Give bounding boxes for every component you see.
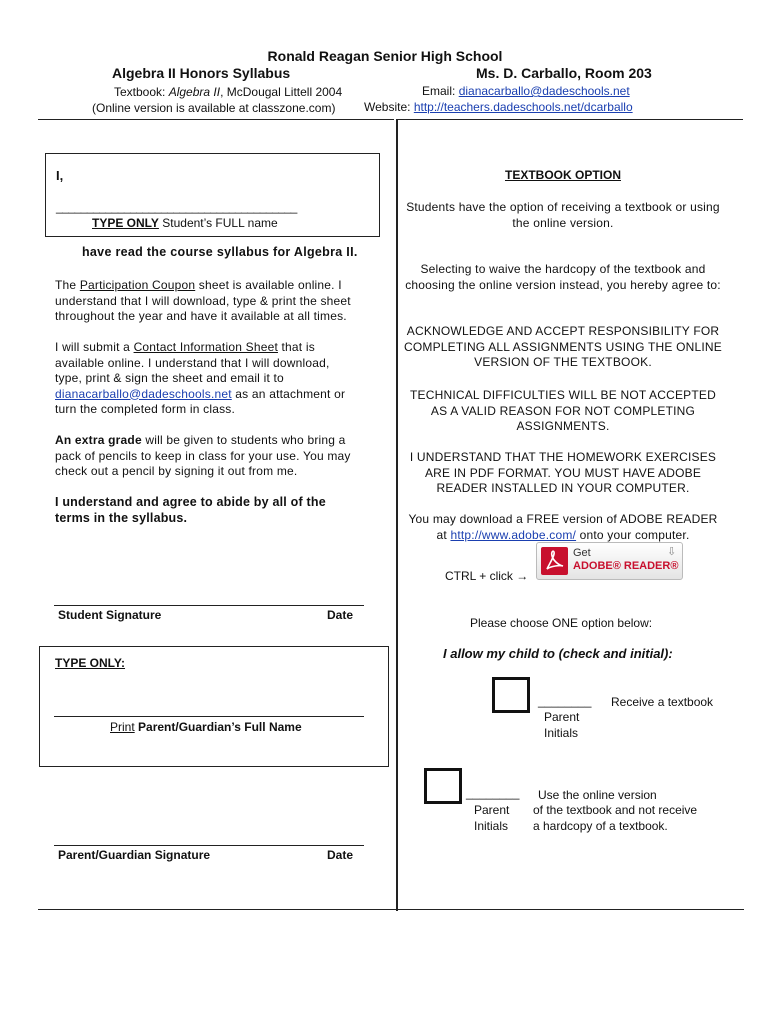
download-pre: You may download a FREE version of ADOBE READER at <box>408 512 718 542</box>
print-word: Print <box>110 720 135 734</box>
textbook-title: Algebra II <box>168 85 221 99</box>
type-only-parent: TYPE ONLY: <box>55 656 126 670</box>
get-adobe-reader-button[interactable] <box>536 542 683 580</box>
receive-initials-blank[interactable]: ________ <box>538 694 592 708</box>
header-rule-left <box>38 119 394 120</box>
online-initials-label: Initials <box>474 819 509 833</box>
technical-paragraph: TECHNICAL DIFFICULTIES WILL BE NOT ACCEPTED AS A VALID REASON FOR NOT COMPLETING ASSIGNMENTS. <box>410 388 716 433</box>
coupon-pre: The <box>55 278 80 292</box>
adobe-logo-icon <box>541 547 568 575</box>
contact-sheet-link[interactable]: Contact Information Sheet <box>133 340 278 354</box>
adobe-get-text: Get <box>573 547 591 559</box>
contact-email-link[interactable]: dianacarballo@dadeschools.net <box>55 386 232 401</box>
teacher-name: Ms. D. Carballo, Room 203 <box>476 65 652 81</box>
contact-post: as an attachment or turn the completed form in class. <box>55 386 346 416</box>
ctrl-click-hint: CTRL + click → <box>445 569 529 583</box>
participation-paragraph <box>55 278 367 325</box>
contact-pre: I will submit a <box>55 340 134 354</box>
website-label: Website: <box>364 100 414 114</box>
textbook-option-title: TEXTBOOK OPTION <box>504 168 621 182</box>
online-note: (Online version is available at classzone.com) <box>92 101 336 115</box>
parent-name-label <box>110 720 302 734</box>
online-text-line2: of the textbook and not receive <box>533 803 698 817</box>
school-name: Ronald Reagan Senior High School <box>267 48 503 64</box>
extra-grade-paragraph <box>55 433 365 480</box>
have-read-statement: have read the course syllabus for Algebra II. <box>82 245 358 259</box>
receive-parent-label: Parent <box>544 710 580 724</box>
agree-statement: I understand and agree to abide by all of the terms in the syllabus. <box>55 495 326 525</box>
student-signature-label: Student Signature <box>58 608 162 622</box>
bottom-rule <box>38 909 744 910</box>
participation-coupon-link[interactable]: Participation Coupon <box>79 278 196 292</box>
full-name-hint: Student’s FULL name <box>158 216 278 230</box>
textbook-prefix: Textbook: <box>114 85 169 99</box>
email-line <box>422 84 630 98</box>
allow-child-label: I allow my child to (check and initial): <box>443 646 673 661</box>
receive-textbook-text: Receive a textbook <box>611 695 714 709</box>
extra-grade-bold: An extra grade <box>55 433 142 447</box>
parent-name-line[interactable] <box>54 716 364 717</box>
extra-grade-rest: will be given to students who bring a pack of pencils to keep in class for your use. You may check out a pencil by signing it out from me. <box>55 433 351 478</box>
adobe-reader-text: ADOBE® READER® <box>573 560 679 572</box>
full-name-label <box>92 216 278 230</box>
textbook-line <box>114 85 342 99</box>
column-divider <box>396 119 398 911</box>
email-label: Email: <box>422 84 459 98</box>
coupon-post: sheet is available online. I understand that I will download, type & print the sheet throughout the year and have it available at all times. <box>55 278 351 323</box>
pdf-paragraph: I UNDERSTAND THAT THE HOMEWORK EXERCISES ARE IN PDF FORMAT. YOU MUST HAVE ADOBE READER INSTALLED IN YOUR COMPUTER. <box>409 450 717 495</box>
receive-textbook-checkbox[interactable] <box>492 677 530 713</box>
student-date-label: Date <box>327 608 354 622</box>
download-paragraph <box>404 512 722 543</box>
student-name-blank[interactable]: _______________________________________ <box>56 200 297 214</box>
adobe-link[interactable]: http://www.adobe.com/ <box>450 527 577 542</box>
parent-signature-label: Parent/Guardian Signature <box>58 848 211 862</box>
option-intro: Students have the option of receiving a textbook or using the online version. <box>406 200 720 230</box>
choose-option-label: Please choose ONE option below: <box>470 616 653 630</box>
email-link[interactable]: dianacarballo@dadeschools.net <box>458 84 630 98</box>
website-line <box>364 100 633 114</box>
website-link[interactable]: http://teachers.dadeschools.net/dcarballo <box>413 100 633 114</box>
textbook-suffix: , McDougal Littell 2004 <box>220 85 343 99</box>
type-only-label: TYPE ONLY <box>92 216 159 230</box>
online-parent-label: Parent <box>474 803 510 817</box>
acknowledge-paragraph: ACKNOWLEDGE AND ACCEPT RESPONSIBILITY FOR COMPLETING ALL ASSIGNMENTS USING THE ONLINE VERSION OF THE TEXTBOOK. <box>404 324 723 369</box>
online-initials-blank[interactable]: ________ <box>466 786 520 800</box>
parent-signature-line[interactable] <box>54 845 364 846</box>
parent-date-label: Date <box>327 848 354 862</box>
download-post: onto your computer. <box>576 527 690 542</box>
parent-full-name-text: Parent/Guardian’s Full Name <box>134 720 302 734</box>
contact-mid: that is available online. I understand that I will download, type, print & sign the sheet and email it to <box>55 340 330 385</box>
header-rule-right <box>398 119 743 120</box>
waive-paragraph: Selecting to waive the hardcopy of the textbook and choosing the online version instead, you hereby agree to: <box>405 262 721 292</box>
online-text-line3: a hardcopy of a textbook. <box>533 819 668 833</box>
online-version-checkbox[interactable] <box>424 768 462 804</box>
student-signature-line[interactable] <box>54 605 364 606</box>
course-title: Algebra II Honors Syllabus <box>112 65 291 81</box>
contact-paragraph <box>55 340 355 418</box>
download-arrow-icon: ⇩ <box>667 546 677 558</box>
online-text-line1: Use the online version <box>538 788 657 802</box>
receive-initials-label: Initials <box>544 726 579 740</box>
name-prefix: I, <box>56 168 64 183</box>
